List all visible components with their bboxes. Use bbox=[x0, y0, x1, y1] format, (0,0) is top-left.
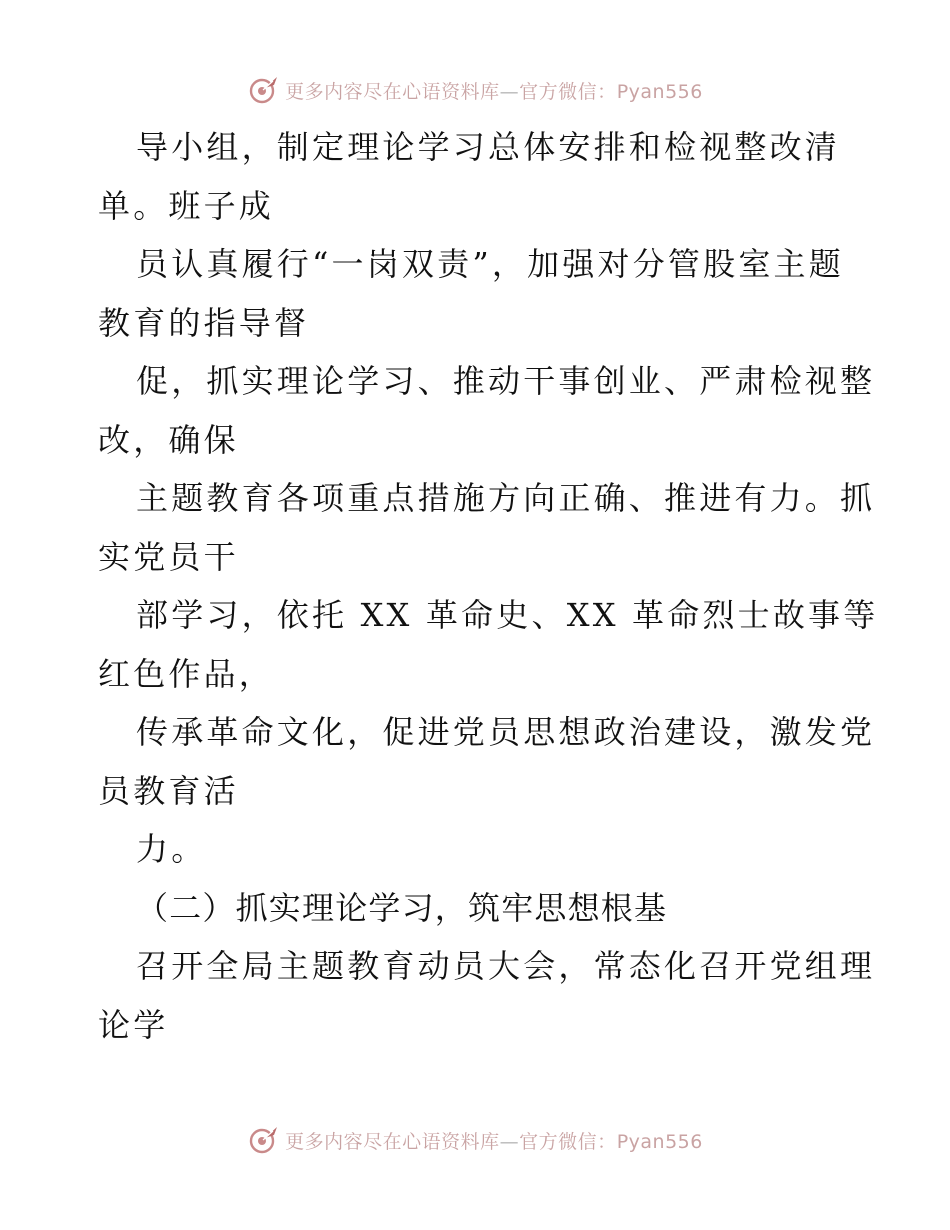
watermark-text bbox=[285, 77, 703, 104]
quill-logo-icon bbox=[247, 1123, 281, 1157]
text-line: 召开全局主题教育动员大会，常态化召开党组理 bbox=[136, 947, 876, 985]
text-line: 教育的指导督 bbox=[98, 303, 310, 342]
text-line: 论学 bbox=[98, 1005, 169, 1044]
text-line: 单。班子成 bbox=[98, 186, 275, 225]
text-line: 主题教育各项重点措施方向正确、推进有力。抓 bbox=[136, 479, 876, 517]
watermark-account: Pyan556 bbox=[616, 80, 703, 103]
text-line: 员教育活 bbox=[98, 771, 239, 810]
text-line: 传承革命文化，促进党员思想政治建设，激发党 bbox=[136, 713, 876, 751]
watermark-text bbox=[285, 1127, 703, 1154]
text-line: 力。 bbox=[136, 830, 207, 868]
watermark-site: 更多内容尽在心语资料库 bbox=[285, 1130, 500, 1153]
quill-logo-icon bbox=[247, 73, 281, 107]
text-line: 实党员干 bbox=[98, 537, 239, 576]
text-line: 红色作品， bbox=[98, 654, 275, 693]
watermark-account: Pyan556 bbox=[616, 1130, 703, 1153]
text-line: 促，抓实理论学习、推动干事创业、严肃检视整 bbox=[136, 362, 876, 400]
watermark-separator: — bbox=[499, 1130, 520, 1153]
text-line: 导小组，制定理论学习总体安排和检视整改清 bbox=[136, 128, 841, 166]
watermark-site: 更多内容尽在心语资料库 bbox=[285, 80, 500, 103]
footer-watermark bbox=[0, 1120, 950, 1160]
text-line: 改，确保 bbox=[98, 420, 239, 459]
watermark-label: 官方微信： bbox=[519, 1130, 617, 1153]
section-heading: （二）抓实理论学习，筑牢思想根基 bbox=[136, 888, 668, 927]
text-line: 部学习，依托 XX 革命史、XX 革命烈士故事等 bbox=[136, 596, 879, 634]
watermark-label: 官方微信： bbox=[519, 80, 617, 103]
document-body bbox=[98, 118, 879, 1054]
text-line: 员认真履行“一岗双责”，加强对分管股室主题 bbox=[136, 245, 844, 283]
watermark-separator: — bbox=[499, 80, 520, 103]
header-watermark bbox=[0, 70, 950, 110]
